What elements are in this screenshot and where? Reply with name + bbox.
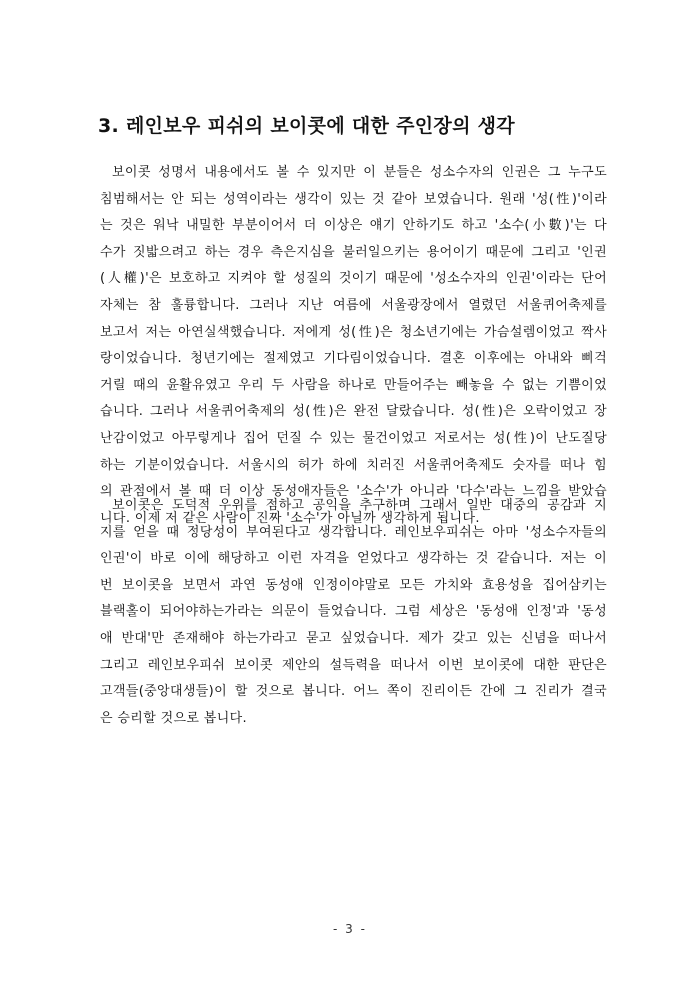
text-line: 하는 기분이었습니다. 서울시의 허가 하에 치러진 서울퀴어축제도 숫자를 떠나 힘 <box>100 457 607 473</box>
text-line: 랑이었습니다. 청년기에는 절제였고 기다림이었습니다. 결혼 이후에는 아내와 삐걱 <box>100 351 607 367</box>
text-line: 블랙홀이 되어야하는가라는 의문이 들었습니다. 그럼 세상은 '동성애 인정'과 '동성 <box>100 604 607 620</box>
text-line: 애 반대'만 존재해야 하는가라고 묻고 싶었습니다. 제가 갖고 있는 신념을 떠나서 <box>100 630 607 646</box>
text-line: 수가 짓밟으려고 하는 경우 측은지심을 불러일으키는 용어이기 때문에 그리고 '인권 <box>100 244 607 260</box>
text-line: 는 것은 워낙 내밀한 부분이어서 더 이상은 얘기 안하기도 하고 '소수(小數)'는 다 <box>100 218 607 234</box>
text-line: 고객들(중앙대생들)이 할 것으로 봅니다. 어느 쪽이 진리이든 간에 그 진리가 결국 <box>100 684 607 700</box>
paragraph-1 <box>100 160 607 532</box>
text-line: 보이콧은 도덕적 우위를 점하고 공익을 추구하며 그래서 일반 대중의 공감과 지 <box>112 498 607 513</box>
text-line: 보이콧 성명서 내용에서도 볼 수 있지만 이 분들은 성소수자의 인권은 그 누구도 <box>112 165 607 180</box>
text-line: 거릴 때의 윤활유였고 우리 두 사람을 하나로 만들어주는 빼놓을 수 없는 기쁨이었 <box>100 377 607 393</box>
section-heading: 3. 레인보우 피쉬의 보이콧에 대한 주인장의 생각 <box>98 115 515 137</box>
text-line: 침범해서는 안 되는 성역이라는 생각이 있는 것 같아 보였습니다. 원래 '성(性)'이라 <box>100 191 607 207</box>
text-line: 번 보이콧을 보면서 과연 동성애 인정이야말로 모든 가치와 효용성을 집어삼키는 <box>100 577 607 593</box>
text-line: (人權)'은 보호하고 지켜야 할 성질의 것이기 때문에 '성소수자의 인권'이라는 단어 <box>100 271 607 287</box>
text-line: 자체는 참 훌륭합니다. 그러나 지난 여름에 서울광장에서 열렸던 서울퀴어축제를 <box>100 297 607 313</box>
text-line: 니다. 이제 저 같은 사람이 진짜 '소수'가 아닐까 생각하게 됩니다. <box>100 510 480 526</box>
text-line: 인권'이 바로 이에 해당하고 이런 자격을 얻었다고 생각하는 것 같습니다. 저는 이 <box>100 551 607 567</box>
paragraph-2 <box>100 493 607 732</box>
text-line: 난감이었고 아무렇게나 집어 던질 수 있는 물건이었고 저로서는 성(性)이 난도질당 <box>100 430 607 446</box>
text-line: 의 관점에서 볼 때 더 이상 동성애자들은 '소수'가 아니라 '다수'라는 느낌을 받았습 <box>100 484 607 500</box>
text-line: 보고서 저는 아연실색했습니다. 저에게 성(性)은 청소년기에는 가슴설렘이었고 짝사 <box>100 324 607 340</box>
text-line: 지를 얻을 때 정당성이 부여된다고 생각합니다. 레인보우피쉬는 아마 '성소수자들의 <box>100 524 607 540</box>
text-line: 그리고 레인보우피쉬 보이콧 제안의 설득력을 떠나서 이번 보이콧에 대한 판단은 <box>100 657 607 673</box>
text-line: 습니다. 그러나 서울퀴어축제의 성(性)은 완전 달랐습니다. 성(性)은 오락이었고 장 <box>100 404 607 420</box>
text-line: 은 승리할 것으로 봅니다. <box>100 710 248 726</box>
page-number: - 3 - <box>333 922 367 936</box>
